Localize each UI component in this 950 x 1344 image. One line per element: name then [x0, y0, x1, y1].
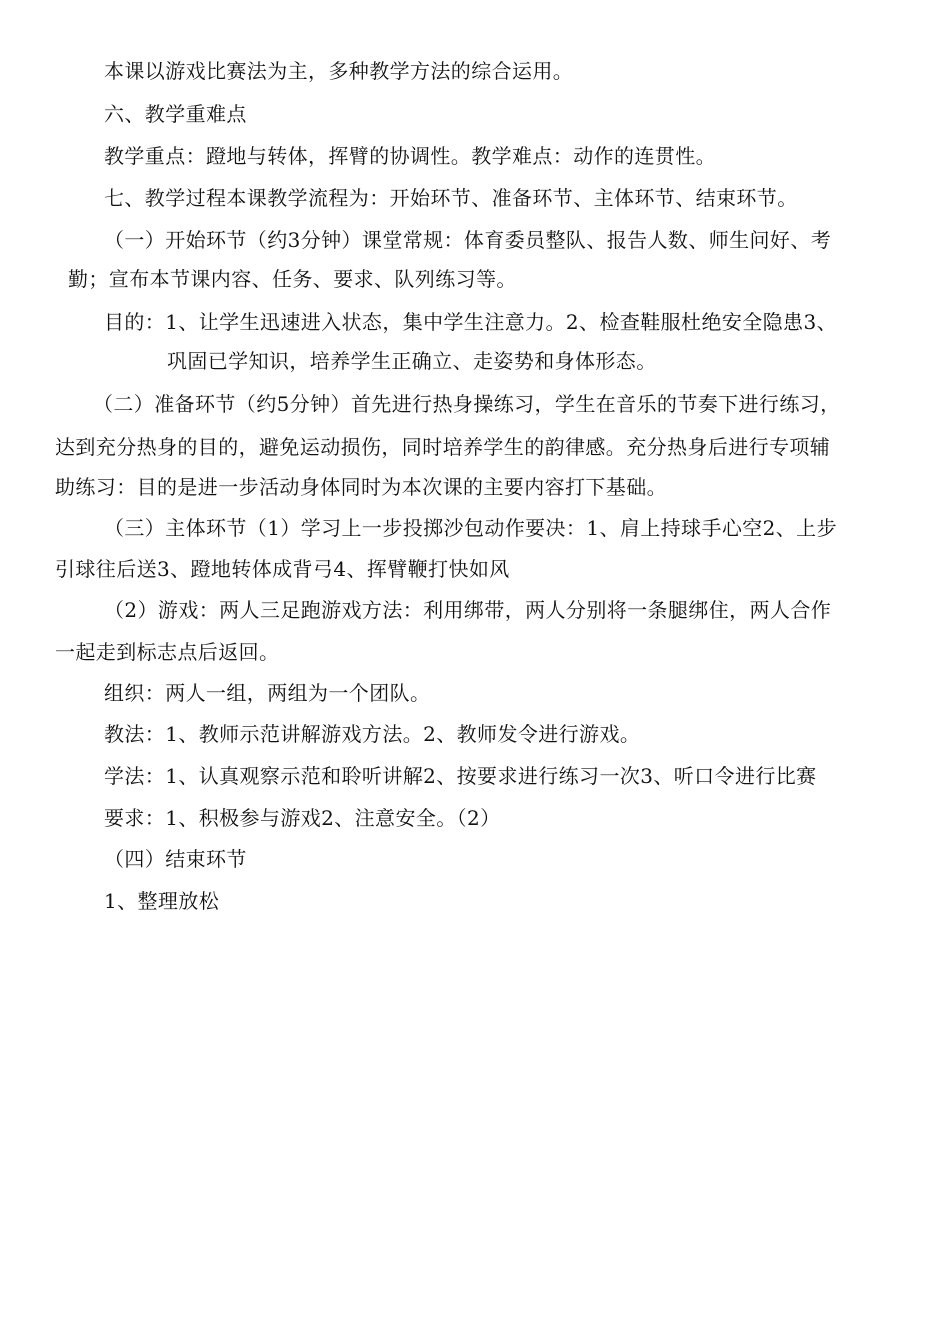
paragraph-cool-down: 1、整理放松 — [104, 889, 220, 913]
heading-teaching-process: 七、教学过程本课教学流程为：开始环节、准备环节、主体环节、结束环节。 — [104, 186, 798, 210]
paragraph-purpose: 目的：1、让学生迅速进入状态，集中学生注意力。2、检查鞋服杜绝安全隐患3、 — [104, 310, 837, 334]
paragraph-teaching-method: 本课以游戏比赛法为主，多种教学方法的综合运用。 — [104, 59, 574, 83]
paragraph-game-cont: 一起走到标志点后返回。 — [55, 640, 280, 664]
paragraph-learning-approach: 学法：1、认真观察示范和聆听讲解2、按要求进行练习一次3、听口令进行比赛 — [104, 764, 817, 788]
paragraph-warmup-stage-end: 助练习：目的是进一步活动身体同时为本次课的主要内容打下基础。 — [55, 475, 667, 499]
paragraph-game: （2）游戏：两人三足跑游戏方法：利用绑带，两人分别将一条腿绑住，两人合作 — [104, 598, 832, 622]
paragraph-opening-stage-cont: 勤；宣布本节课内容、任务、要求、队列练习等。 — [68, 267, 517, 291]
paragraph-warmup-stage-cont: 达到充分热身的目的，避免运动损伤，同时培养学生的韵律感。充分热身后进行专项辅 — [55, 435, 831, 459]
paragraph-purpose-cont: 巩固已学知识，培养学生正确立、走姿势和身体形态。 — [167, 349, 657, 373]
paragraph-organization: 组织：两人一组，两组为一个团队。 — [104, 681, 431, 705]
paragraph-requirements: 要求：1、积极参与游戏2、注意安全。（2） — [104, 806, 501, 830]
paragraph-main-stage: （三）主体环节（1）学习上一步投掷沙包动作要决：1、肩上持球手心空2、上步 — [104, 516, 837, 540]
paragraph-opening-stage: （一）开始环节（约3分钟）课堂常规：体育委员整队、报告人数、师生问好、考 — [104, 228, 832, 252]
heading-key-difficult-points: 六、教学重难点 — [104, 102, 247, 126]
paragraph-teaching-approach: 教法：1、教师示范讲解游戏方法。2、教师发令进行游戏。 — [104, 722, 641, 746]
heading-closing-stage: （四）结束环节 — [104, 847, 247, 871]
paragraph-warmup-stage: （二）准备环节（约5分钟）首先进行热身操练习，学生在音乐的节奏下进行练习， — [93, 392, 841, 416]
paragraph-main-stage-cont: 引球往后送3、蹬地转体成背弓4、挥臂鞭打快如风 — [55, 557, 510, 581]
paragraph-key-points: 教学重点：蹬地与转体，挥臂的协调性。教学难点：动作的连贯性。 — [104, 144, 716, 168]
